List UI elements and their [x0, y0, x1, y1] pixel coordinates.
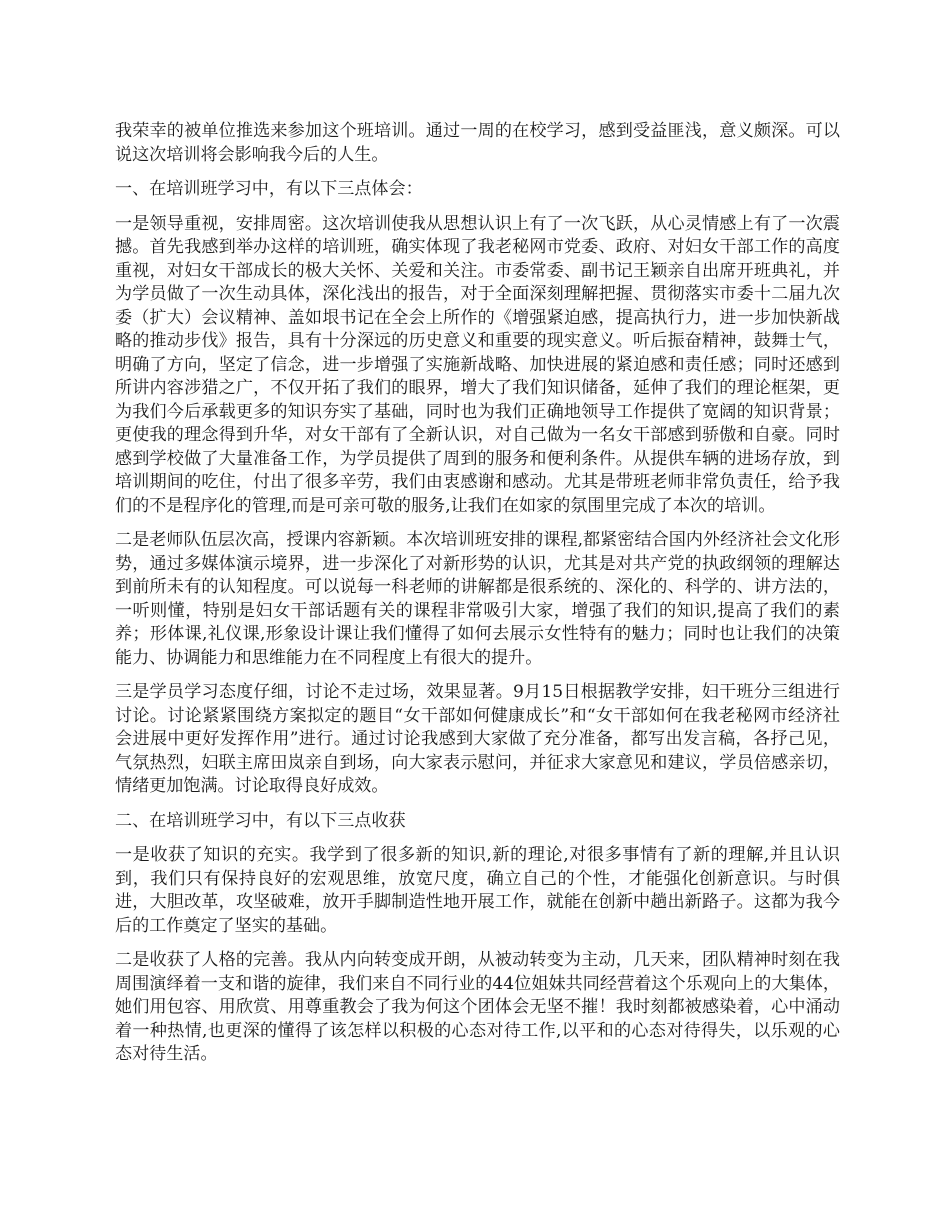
paragraph-intro: 我荣幸的被单位推选来参加这个班培训。通过一周的在校学习，感到受益匪浅，意义颇深。可以说这次培训将会影响我今后的人生。 [115, 121, 840, 165]
section-heading-gains: 二、在培训班学习中，有以下三点收获 [115, 810, 406, 831]
paragraph-experience-2: 二是老师队伍层次高，授课内容新颖。本次培训班安排的课程,都紧密结合国内外经济社会文化形势，通过多媒体演示境界，进一步深化了对新形势的认识，尤其是对共产党的执政纲领的理解达到前所未有的认知程度。可以说每一科老师的讲解都是很系统的、深化的、科学的、讲方法的，一听则懂，特别是妇女干部话题有关的课程非常吸引大家，增强了我们的知识,提高了我们的素养；形体课,礼仪课,形象设计课让我们懂得了如何去展示女性特有的魅力；同时也让我们的决策能力、协调能力和思维能力在不同程度上有很大的提升。 [115, 530, 840, 668]
paragraph-experience-3: 三是学员学习态度仔细，讨论不走过场，效果显著。9月15日根据教学安排，妇干班分三组进行讨论。讨论紧紧围绕方案拟定的题目“女干部如何健康成长”和“女干部如何在我老秘网市经济社会进展中更好发挥作用”进行。通过讨论我感到大家做了充分准备，都写出发言稿，各抒己见，气氛热烈，妇联主席田岚亲自到场，向大家表示慰问，并征求大家意见和建议，学员倍感亲切，情绪更加饱满。讨论取得良好成效。 [115, 682, 840, 796]
paragraph-gain-1: 一是收获了知识的充实。我学到了很多新的知识,新的理论,对很多事情有了新的理解,并且认识到，我们只有保持良好的宏观思维，放宽尺度，确立自己的个性，才能强化创新意识。与时俱进，大胆改革，攻坚破难，放开手脚制造性地开展工作，就能在创新中趟出新路子。这都为我今后的工作奠定了坚实的基础。 [115, 845, 840, 936]
document-body [115, 120, 840, 1078]
paragraph-gain-2: 二是收获了人格的完善。我从内向转变成开朗，从被动转变为主动，几天来，团队精神时刻在我周围演绎着一支和谐的旋律，我们来自不同行业的44位姐妹共同经营着这个乐观向上的大集体，她们用包容、用欣赏、用尊重教会了我为何这个团体会无坚不摧！我时刻都被感染着，心中涌动着一种热情,也更深的懂得了该怎样以积极的心态对待工作,以平和的心态对待得失，以乐观的心态对待生活。 [115, 950, 840, 1064]
paragraph-experience-1: 一是领导重视，安排周密。这次培训使我从思想认识上有了一次飞跃，从心灵情感上有了一次震撼。首先我感到举办这样的培训班，确实体现了我老秘网市党委、政府、对妇女干部工作的高度重视，对妇女干部成长的极大关怀、关爱和关注。市委常委、副书记王颖亲自出席开班典礼，并为学员做了一次生动具体，深化浅出的报告，对于全面深刻理解把握、贯彻落实市委十二届九次委（扩大）会议精神、盖如垠书记在全会上所作的《增强紧迫感，提高执行力，进一步加快新战略的推动步伐》报告，具有十分深远的历史意义和重要的现实意义。听后振奋精神，鼓舞士气，明确了方向，坚定了信念，进一步增强了实施新战略、加快进展的紧迫感和责任感；同时还感到所讲内容涉猎之广，不仅开拓了我们的眼界，增大了我们知识储备，延伸了我们的理论框架，更为我们今后承载更多的知识夯实了基础，同时也为我们正确地领导工作提供了宽阔的知识背景；更使我的理念得到升华，对女干部有了全新认识，对自己做为一名女干部感到骄傲和自豪。同时感到学校做了大量准备工作，为学员提供了周到的服务和便利条件。从提供车辆的进场存放，到培训期间的吃住，付出了很多辛劳，我们由衷感谢和感动。尤其是带班老师非常负责任，给予我们的不是程序化的管理,而是可亲可敬的服务,让我们在如家的氛围里完成了本次的培训。 [115, 213, 840, 516]
section-heading-experiences: 一、在培训班学习中，有以下三点体会： [115, 179, 423, 199]
